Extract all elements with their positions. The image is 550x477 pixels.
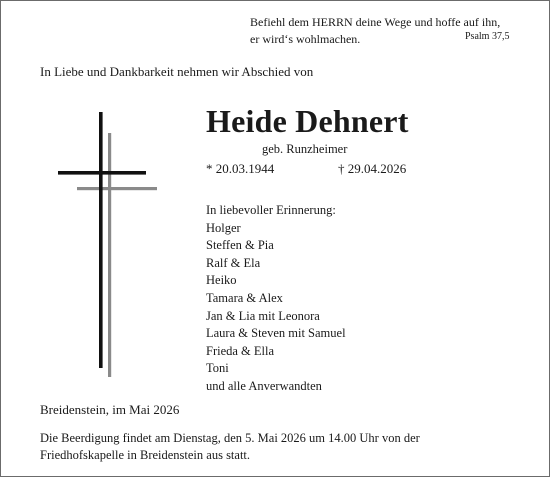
intro-text: In Liebe und Dankbarkeit nehmen wir Abschied von	[40, 64, 314, 79]
funeral-info	[40, 430, 520, 464]
verse-reference: Psalm 37,5	[465, 31, 510, 42]
list-item: Jan & Lia mit Leonora	[206, 308, 320, 323]
birth-date: * 20.03.1944	[206, 161, 275, 176]
mourners-list	[206, 202, 346, 396]
list-item: Laura & Steven mit Samuel	[206, 326, 346, 341]
deceased-name: Heide Dehnert	[206, 103, 409, 139]
list-item: Holger	[206, 220, 241, 235]
mourners-heading: In liebevoller Erinnerung:	[206, 203, 336, 217]
list-item: und alle Anverwandten	[206, 378, 322, 393]
birth-name: geb. Runzheimer	[262, 142, 348, 156]
place-and-date: Breidenstein, im Mai 2026	[40, 402, 180, 417]
funeral-info-line-2: Friedhofskapelle in Breidenstein aus statt.	[40, 448, 251, 462]
death-date: † 29.04.2026	[338, 161, 407, 176]
list-item: Heiko	[206, 273, 237, 288]
list-item: Toni	[206, 361, 229, 376]
funeral-info-line-1: Die Beerdigung findet am Dienstag, den 5. Mai 2026 um 14.00 Uhr von der	[40, 431, 420, 445]
list-item: Steffen & Pia	[206, 238, 274, 253]
list-item: Ralf & Ela	[206, 255, 261, 270]
bible-verse-line-1: Befiehl dem HERRN deine Wege und hoffe auf ihn,	[250, 15, 501, 29]
list-item: Frieda & Ella	[206, 343, 275, 358]
bible-verse	[250, 14, 500, 48]
list-item: Tamara & Alex	[206, 290, 283, 305]
bible-verse-line-2: er wird‘s wohlmachen.	[250, 32, 361, 46]
